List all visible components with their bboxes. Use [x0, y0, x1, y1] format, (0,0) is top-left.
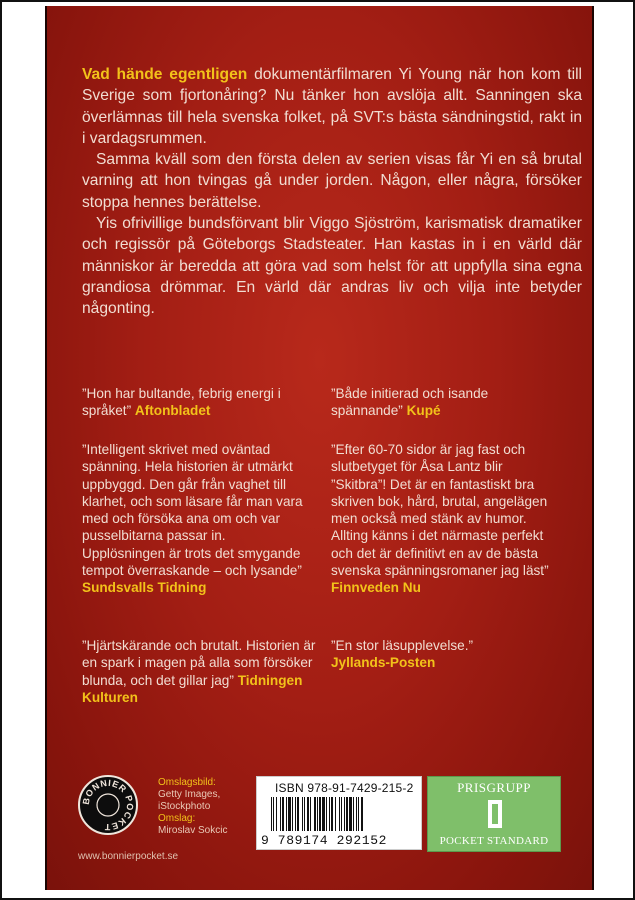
barcode-bar: [331, 797, 333, 831]
blurb-paragraph-2: Samma kväll som den första delen av serien visas får Yi en så brutal varning att hon tvingas gå under jorden. Någon, eller några, försöker stoppa hennes berättelse.: [82, 151, 582, 211]
price-group-badge: [427, 776, 561, 852]
cover-design-credit: Miroslav Sokcic: [158, 825, 228, 836]
barcode-bar: [273, 797, 274, 831]
bonnier-pocket-logo: [78, 775, 138, 835]
barcode-bar: [307, 797, 309, 831]
quote-text: ”En stor läsupplevelse.”: [331, 638, 474, 653]
quote-source: Sundsvalls Tidning: [82, 580, 207, 596]
blurb-paragraph-3: Yis ofrivillige bundsförvant blir Viggo Sjöström, karismatisk dramatiker och regissör på Göteborgs Stadsteater. Han kastas in i en värld där människor är beredda att göra vad som helst för att uppfylla sina egna grandiosa drömmar. En värld där andras liv och vilja inte betyder någonting.: [82, 215, 582, 318]
barcode-bar: [361, 797, 363, 831]
logo-text: BONNIER POCKET: [80, 777, 136, 833]
barcode-bar: [276, 797, 277, 831]
barcode-bar: [358, 797, 359, 831]
quote-text: ”Hon har bultande, febrig energi i språket”: [82, 386, 281, 419]
isbn-barcode: [256, 776, 422, 850]
barcode-bars: [271, 797, 409, 831]
barcode-bar: [292, 797, 293, 831]
barcode-bar: [356, 797, 357, 831]
price-group-category: POCKET STANDARD: [439, 835, 549, 847]
quote-source: Aftonbladet: [134, 403, 211, 419]
barcode-bar: [310, 797, 311, 831]
cover-design-label: Omslag:: [158, 813, 196, 824]
review-quote: [331, 441, 559, 597]
barcode-bar: [282, 797, 284, 831]
barcode-bar: [326, 797, 327, 831]
barcode-bar: [288, 797, 291, 831]
blurb-paragraph-1-rest: dokumentärfilmaren Yi Young när hon kom till Sverige som fjortonåring? Nu tänker hon avslöja allt. Sanningen ska överlämnas till hela svenska folket, på SVT:s bästa sändningstid, rakt in i vardagsrummen.: [82, 66, 582, 147]
cover-image-credit-2: iStockphoto: [158, 801, 211, 812]
barcode-bar: [304, 797, 305, 831]
price-group-label: PRISGRUPP: [457, 780, 531, 795]
barcode-bar: [341, 797, 342, 831]
cover-credits: [158, 777, 227, 837]
barcode-bar: [353, 797, 354, 831]
cover-image-credit-1: Getty Images,: [158, 789, 221, 800]
barcode-bar: [317, 797, 318, 831]
quote-text: ”Intelligent skrivet med oväntad spänning. Hela historien är utmärkt uppbyggd. Den går från vaghet till klarhet, och som läsare får man vara med och försöka ana om och var pusselbitarna passar in. Upplösningen är trots det smygande tempot överraskande – och lysande”: [82, 442, 303, 579]
barcode-bar: [319, 797, 321, 831]
review-quote: [82, 385, 314, 420]
cover-image-label: Omslagsbild:: [158, 777, 216, 788]
barcode-bar: [344, 797, 345, 831]
barcode-digits: 9 789174 292152: [261, 833, 388, 848]
barcode-bar: [339, 797, 340, 831]
barcode-bar: [286, 797, 287, 831]
barcode-bar: [314, 797, 316, 831]
barcode-bar: [271, 797, 272, 831]
blurb-highlight: Vad hände egentligen: [82, 66, 248, 83]
publisher-url: www.bonnierpocket.se: [78, 851, 179, 862]
quote-source: Tidningen Kulturen: [82, 672, 303, 705]
logo-ring: [80, 777, 136, 833]
quote-text: ”Efter 60-70 sidor är jag fast och slutbetyget för Åsa Lantz blir ”Skitbra”! Det är en fantastiskt bra skriven bok, hård, brutal, angelägen men också med stänk av humor. Allting känns i det närmaste perfekt och det är definitivt en av de bästa svenska spänningsromaner jag läst”: [331, 442, 549, 579]
barcode-bar: [335, 797, 336, 831]
blurb-paragraph-1: [82, 64, 582, 149]
barcode-bar: [295, 797, 296, 831]
quote-text: ”Hjärtskärande och brutalt. Historien är en spark i magen på alla som försöker blunda, och det gillar jag”: [82, 638, 316, 688]
quote-source: Finnveden Nu: [331, 580, 421, 596]
review-quote: [331, 637, 559, 672]
barcode-bar: [349, 797, 352, 831]
barcode-bar: [302, 797, 303, 831]
review-quote: [331, 385, 561, 420]
review-quote: [82, 441, 308, 597]
quote-source: Kupé: [406, 403, 441, 419]
barcode-bar: [322, 797, 325, 831]
review-quote: [82, 637, 320, 706]
isbn-number: ISBN 978-91-7429-215-2: [275, 781, 414, 795]
quote-text: ”Både initierad och isande spännande”: [331, 386, 489, 419]
blurb-text: [82, 64, 582, 320]
barcode-bar: [280, 797, 281, 831]
svg-text:BONNIER POCKET: [81, 778, 135, 832]
barcode-bar: [329, 797, 330, 831]
barcode-bar: [297, 797, 299, 831]
price-group-mark-icon: [486, 799, 504, 829]
quote-source: Jyllands-Posten: [331, 655, 436, 671]
barcode-bar: [346, 797, 348, 831]
